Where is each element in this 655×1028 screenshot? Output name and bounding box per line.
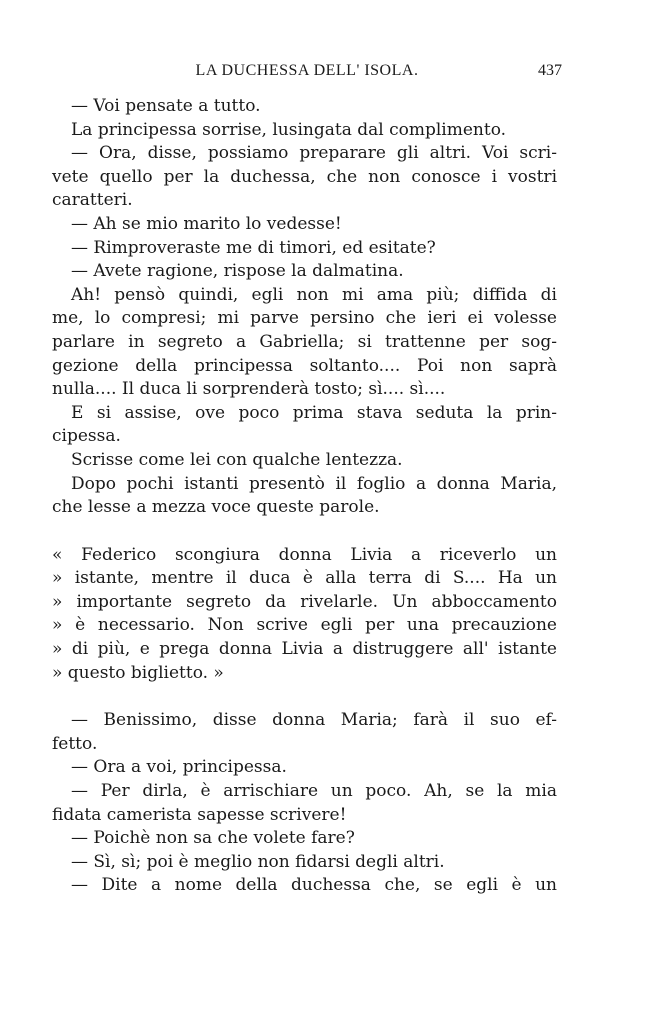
running-header	[52, 62, 562, 86]
running-title: LA DUCHESSA DELL' ISOLA.	[195, 62, 419, 79]
page-body	[52, 95, 557, 898]
prose-block-1	[52, 95, 557, 520]
text-line: — Ora a voi, principessa.	[71, 757, 287, 778]
quote-line: » di più, e prega donna Livia a distruggere all' istante	[52, 639, 557, 660]
text-line: E si assise, ove poco prima stava seduta la prin-	[71, 402, 557, 423]
text-line: fetto.	[52, 733, 98, 754]
quote-line: « Federico scongiura donna Livia a riceverlo un	[52, 544, 557, 565]
text-line: nulla.... Il duca li sorprenderà tosto; sì.... sì....	[52, 379, 446, 400]
text-line: La principessa sorrise, lusingata dal complimento.	[71, 119, 507, 140]
spacer	[52, 685, 557, 709]
page-number: 437	[538, 62, 562, 79]
text-line: — Benissimo, disse donna Maria; farà il suo ef-	[71, 710, 557, 731]
text-line: fidata camerista sapesse scrivere!	[52, 804, 347, 825]
quote-line: » questo biglietto. »	[52, 662, 224, 683]
text-line: Ah! pensò quindi, egli non mi ama più; diffida di	[71, 284, 557, 305]
text-line: gezione della principessa soltanto.... Poi non saprà	[52, 355, 557, 376]
text-line: Scrisse come lei con qualche lentezza.	[71, 449, 403, 470]
prose-block-2	[52, 709, 557, 898]
text-line: — Dite a nome della duchessa che, se egli è un	[71, 875, 557, 896]
quoted-letter	[52, 544, 557, 686]
text-line: — Avete ragione, rispose la dalmatina.	[71, 261, 404, 282]
text-line: parlare in segreto a Gabriella; si trattenne per sog-	[52, 331, 557, 352]
quote-line: » importante segreto da rivelarle. Un abboccamento	[52, 591, 557, 612]
text-line: cipessa.	[52, 426, 121, 447]
quote-line: » istante, mentre il duca è alla terra di S.... Ha un	[52, 568, 557, 589]
text-line: caratteri.	[52, 190, 133, 211]
text-line: — Ah se mio marito lo vedesse!	[71, 213, 342, 234]
text-line: — Poichè non sa che volete fare?	[71, 828, 355, 849]
quote-line: » è necessario. Non scrive egli per una precauzione	[52, 615, 557, 636]
text-line: vete quello per la duchessa, che non conosce i vostri	[52, 166, 557, 187]
text-line: Dopo pochi istanti presentò il foglio a donna Maria,	[71, 473, 557, 494]
spacer	[52, 520, 557, 544]
text-line: che lesse a mezza voce queste parole.	[52, 497, 380, 518]
text-line: — Per dirla, è arrischiare un poco. Ah, se la mia	[71, 781, 557, 802]
text-line: — Sì, sì; poi è meglio non fidarsi degli altri.	[71, 851, 445, 872]
text-line: — Rimproveraste me di timori, ed esitate?	[71, 237, 436, 258]
text-line: — Ora, disse, possiamo preparare gli altri. Voi scri-	[71, 143, 557, 164]
text-line: me, lo compresi; mi parve persino che ieri ei volesse	[52, 308, 557, 329]
text-line: — Voi pensate a tutto.	[71, 96, 261, 116]
